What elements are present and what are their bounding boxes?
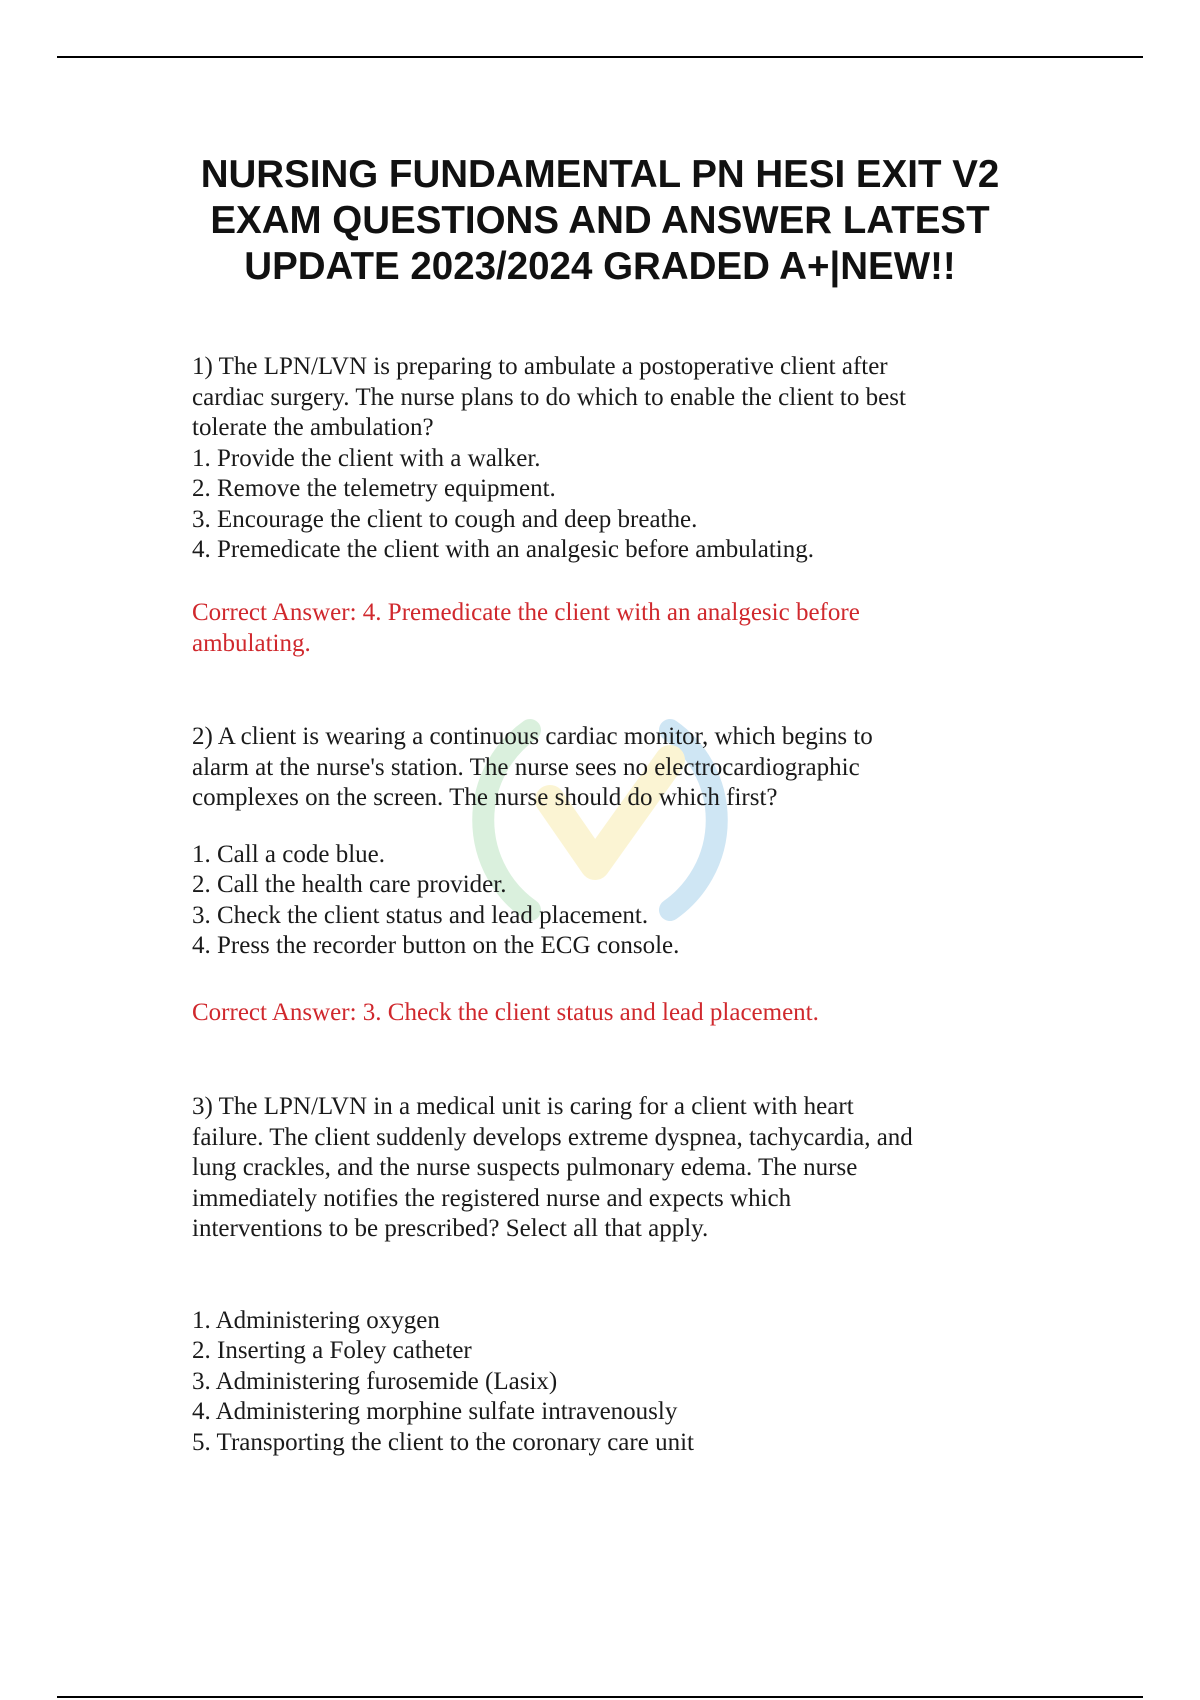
question-stem xyxy=(192,1092,1012,1245)
answer-option: 5. Transporting the client to the coronary care unit xyxy=(192,1428,694,1456)
title-line: UPDATE 2023/2024 GRADED A+|NEW!! xyxy=(244,245,956,288)
answer-option: 2. Remove the telemetry equipment. xyxy=(192,475,556,502)
answer-option: 4. Administering morphine sulfate intravenously xyxy=(192,1398,678,1425)
stem-line: alarm at the nurse's station. The nurse sees no electrocardiographic xyxy=(192,753,860,781)
answer-option: 4. Premedicate the client with an analgesic before ambulating. xyxy=(192,536,814,563)
title-line: NURSING FUNDAMENTAL PN HESI EXIT V2 xyxy=(200,153,1000,196)
stem-line: complexes on the screen. The nurse should do which first? xyxy=(192,784,778,811)
stem-line: 1) The LPN/LVN is preparing to ambulate a postoperative client after xyxy=(192,353,888,380)
question-stem xyxy=(192,352,1012,444)
answer-option: 2. Call the health care provider. xyxy=(192,871,507,898)
question-2 xyxy=(192,722,1012,962)
stem-line: failure. The client suddenly develops extreme dyspnea, tachycardia, and xyxy=(192,1123,913,1151)
answer-line: ambulating. xyxy=(192,629,311,657)
question-stem xyxy=(192,722,1012,814)
correct-answer xyxy=(192,598,1012,659)
document-title xyxy=(100,152,1100,290)
title-line: EXAM QUESTIONS AND ANSWER LATEST xyxy=(210,199,990,242)
answer-options xyxy=(192,1306,1012,1459)
answer-option: 4. Press the recorder button on the ECG console. xyxy=(192,932,680,959)
stem-line: 3) The LPN/LVN in a medical unit is caring for a client with heart xyxy=(192,1093,854,1120)
answer-option: 3. Administering furosemide (Lasix) xyxy=(192,1367,558,1395)
answer-option: 2. Inserting a Foley catheter xyxy=(192,1337,472,1364)
stem-line: lung crackles, and the nurse suspects pulmonary edema. The nurse xyxy=(192,1154,858,1181)
answer-options xyxy=(192,444,1012,566)
question-1 xyxy=(192,352,1012,566)
question-3 xyxy=(192,1092,1012,1458)
answer-option: 3. Check the client status and lead placement. xyxy=(192,901,649,929)
bottom-rule xyxy=(57,1696,1143,1698)
answer-option: 1. Provide the client with a walker. xyxy=(192,444,541,472)
answer-options xyxy=(192,840,1012,962)
stem-line: immediately notifies the registered nurse and expects which xyxy=(192,1184,792,1212)
answer-option: 1. Administering oxygen xyxy=(192,1306,440,1334)
top-rule xyxy=(57,56,1143,58)
stem-line: 2) A client is wearing a continuous cardiac monitor, which begins to xyxy=(192,723,873,750)
stem-line: interventions to be prescribed? Select all that apply. xyxy=(192,1215,709,1242)
stem-line: cardiac surgery. The nurse plans to do which to enable the client to best xyxy=(192,383,906,411)
answer-option: 1. Call a code blue. xyxy=(192,840,385,868)
correct-answer xyxy=(192,998,1012,1029)
stem-line: tolerate the ambulation? xyxy=(192,414,434,441)
answer-option: 3. Encourage the client to cough and deep breathe. xyxy=(192,505,698,533)
answer-line: Correct Answer: 3. Check the client status and lead placement. xyxy=(192,999,819,1026)
answer-line: Correct Answer: 4. Premedicate the client with an analgesic before xyxy=(192,599,860,626)
